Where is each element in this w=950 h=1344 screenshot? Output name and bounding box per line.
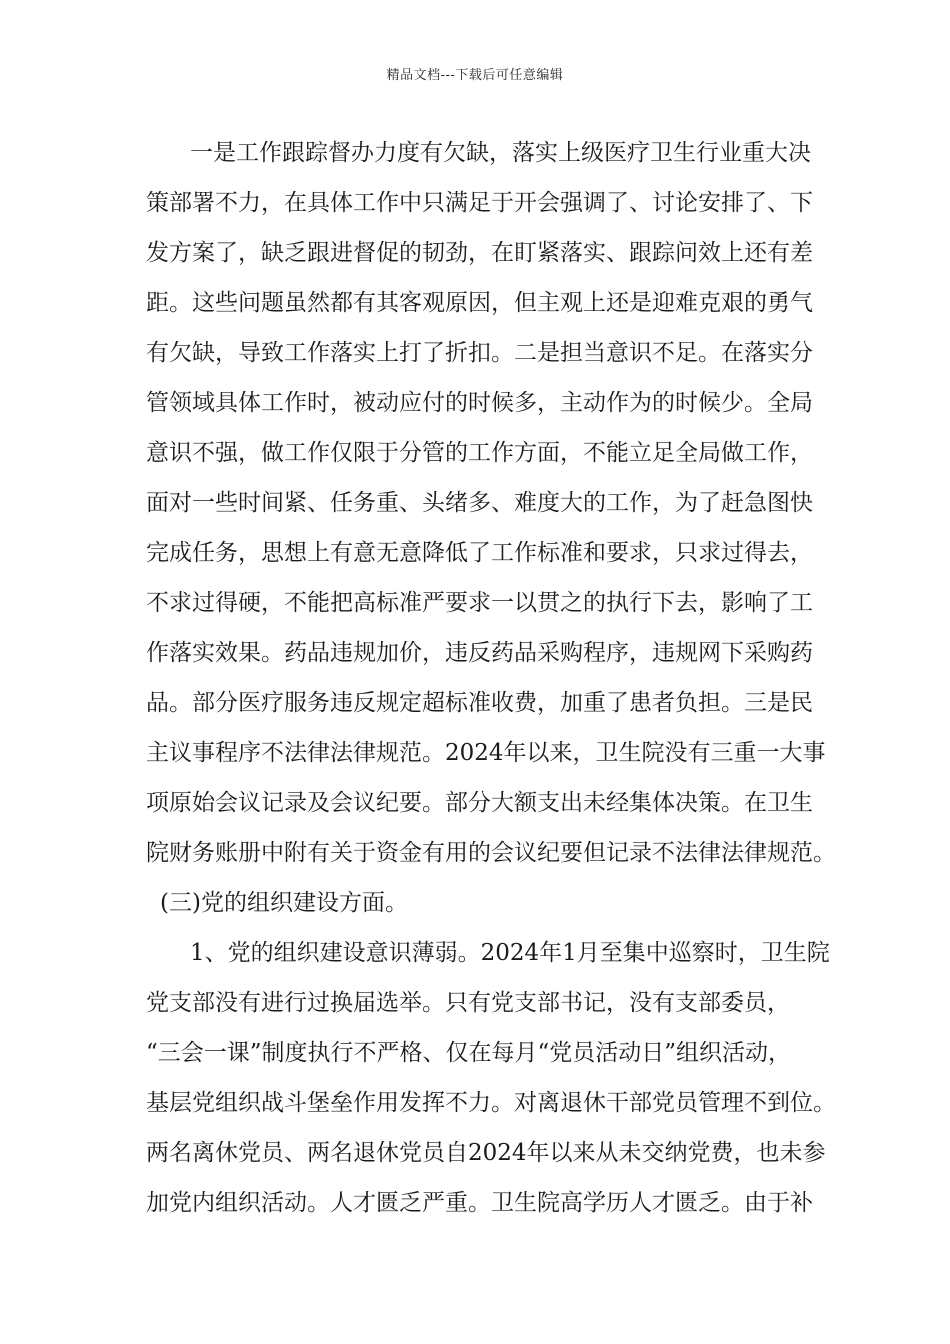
body-line: 1、党的组织建设意识薄弱。2024年1月至集中巡察时，卫生院 [190,940,830,966]
body-line: 一是工作跟踪督办力度有欠缺，落实上级医疗卫生行业重大决 [190,140,811,166]
body-line: 管领域具体工作时，被动应付的时候多，主动作为的时候少。全局 [146,390,813,416]
body-line: 两名离休党员、两名退休党员自2024年以来从未交纳党费，也未参 [146,1140,826,1166]
section-heading: (三)党的组织建设方面。 [160,890,408,916]
body-line: 意识不强，做工作仅限于分管的工作方面，不能立足全局做工作， [146,440,813,466]
body-line: 距。这些问题虽然都有其客观原因，但主观上还是迎难克艰的勇气 [146,290,813,316]
body-line: 加党内组织活动。人才匮乏严重。卫生院高学历人才匮乏。由于补 [146,1190,813,1216]
body-line: 面对一些时间紧、任务重、头绪多、难度大的工作，为了赶急图快 [146,490,813,516]
body-line: 党支部没有进行过换届选举。只有党支部书记，没有支部委员， [146,990,790,1016]
body-line: 项原始会议记录及会议纪要。部分大额支出未经集体决策。在卫生 [146,790,813,816]
body-line: 主议事程序不法律法律规范。2024年以来，卫生院没有三重一大事 [146,740,826,766]
body-line: 发方案了，缺乏跟进督促的韧劲，在盯紧落实、跟踪问效上还有差 [146,240,813,266]
body-line: 院财务账册中附有关于资金有用的会议纪要但记录不法律法律规范。 [146,840,836,866]
body-line: 策部署不力，在具体工作中只满足于开会强调了、讨论安排了、下 [146,190,813,216]
body-line: 不求过得硬，不能把高标准严要求一以贯之的执行下去，影响了工 [146,590,813,616]
body-line: 作落实效果。药品违规加价，违反药品采购程序，违规网下采购药 [146,640,813,666]
body-line: “三会一课”制度执行不严格、仅在每月“党员活动日”组织活动， [146,1040,792,1066]
page-header: 精品文档---下载后可任意编辑 [386,68,564,83]
body-line: 完成任务，思想上有意无意降低了工作标准和要求，只求过得去， [146,540,813,566]
document-body [146,128,836,1228]
body-line: 有欠缺，导致工作落实上打了折扣。二是担当意识不足。在落实分 [146,340,813,366]
body-line: 品。部分医疗服务违反规定超标准收费，加重了患者负担。三是民 [146,690,813,716]
body-line: 基层党组织战斗堡垒作用发挥不力。对离退休干部党员管理不到位。 [146,1090,836,1116]
